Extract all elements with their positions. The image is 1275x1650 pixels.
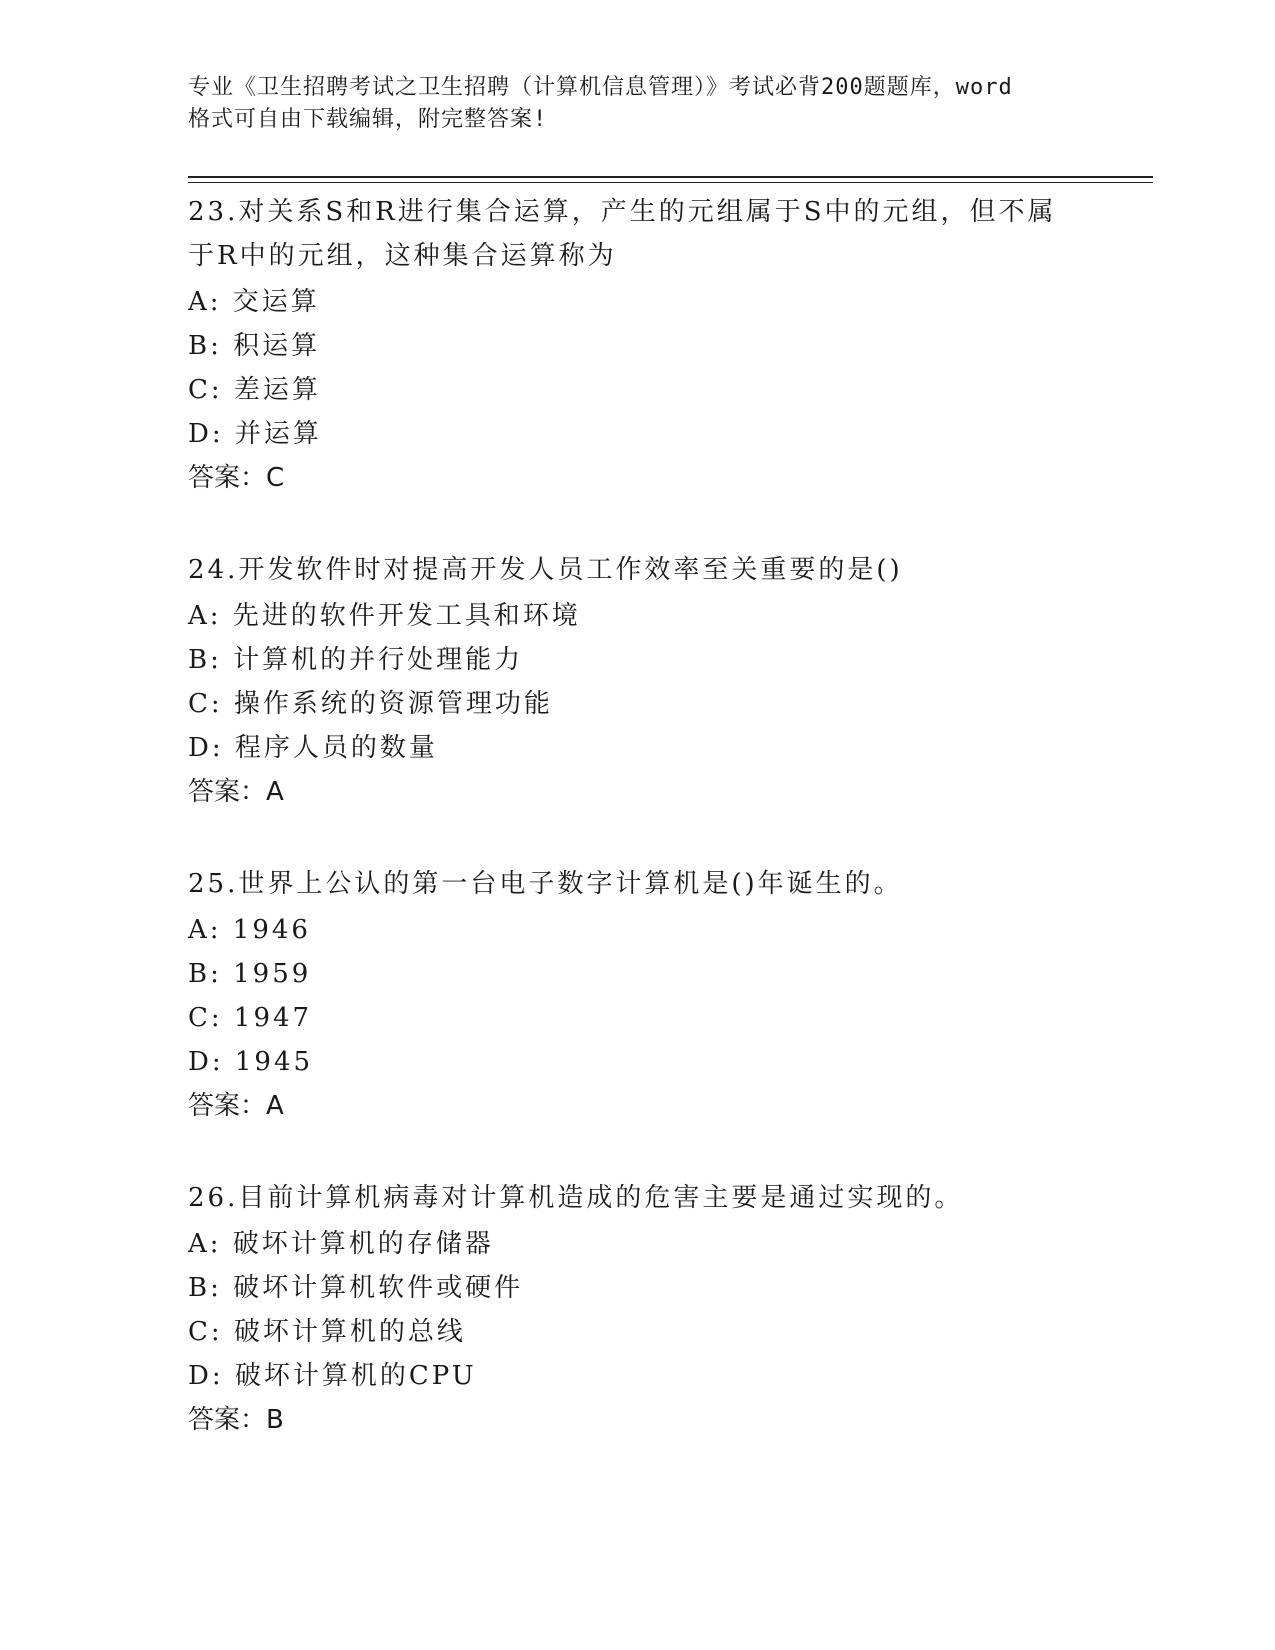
option-d: D: 1945 — [188, 1047, 314, 1077]
document-header — [188, 72, 1108, 136]
answer-text: 答案：A — [188, 1091, 284, 1121]
option-d: D: 破坏计算机的CPU — [188, 1361, 477, 1391]
option-b: B: 1959 — [188, 959, 312, 989]
option-d: D: 并运算 — [188, 419, 322, 449]
answer-text: 答案：A — [188, 777, 284, 807]
answer-text: 答案：C — [188, 463, 285, 493]
option-a: A: 1946 — [188, 915, 311, 945]
option-d: D: 程序人员的数量 — [188, 733, 438, 763]
question-text-line-1: 25.世界上公认的第一台电子数字计算机是()年诞生的。 — [188, 869, 903, 899]
option-a: A: 交运算 — [188, 287, 320, 317]
question-list — [188, 190, 1108, 1490]
question-text-line-1: 23.对关系S和R进行集合运算，产生的元组属于S中的元组，但不属 — [188, 197, 1057, 227]
option-b: B: 积运算 — [188, 331, 321, 361]
question-23 — [188, 190, 1108, 500]
question-text-line-1: 24.开发软件时对提高开发人员工作效率至关重要的是() — [188, 555, 903, 585]
question-text-line-1: 26.目前计算机病毒对计算机造成的危害主要是通过实现的。 — [188, 1183, 964, 1213]
header-divider-thick — [188, 176, 1153, 178]
option-c: C: 1947 — [188, 1003, 313, 1033]
option-c: C: 破坏计算机的总线 — [188, 1317, 466, 1347]
option-c: C: 操作系统的资源管理功能 — [188, 689, 553, 719]
question-text — [188, 1176, 1108, 1220]
question-text — [188, 190, 1108, 278]
header-line-1: 专业《卫生招聘考试之卫生招聘（计算机信息管理）》考试必背200题题库，word — [188, 75, 1013, 100]
header-divider-thin — [188, 182, 1153, 183]
header-line-2: 格式可自由下载编辑，附完整答案! — [188, 107, 548, 132]
option-c: C: 差运算 — [188, 375, 321, 405]
question-text-line-2: 于R中的元组，这种集合运算称为 — [188, 241, 617, 271]
option-a: A: 破坏计算机的存储器 — [188, 1229, 494, 1259]
question-24 — [188, 548, 1108, 814]
question-text — [188, 548, 1108, 592]
question-25 — [188, 862, 1108, 1128]
answer-text: 答案：B — [188, 1405, 284, 1435]
question-text — [188, 862, 1108, 906]
option-b: B: 破坏计算机软件或硬件 — [188, 1273, 524, 1303]
question-26 — [188, 1176, 1108, 1442]
option-a: A: 先进的软件开发工具和环境 — [188, 601, 581, 631]
option-b: B: 计算机的并行处理能力 — [188, 645, 524, 675]
